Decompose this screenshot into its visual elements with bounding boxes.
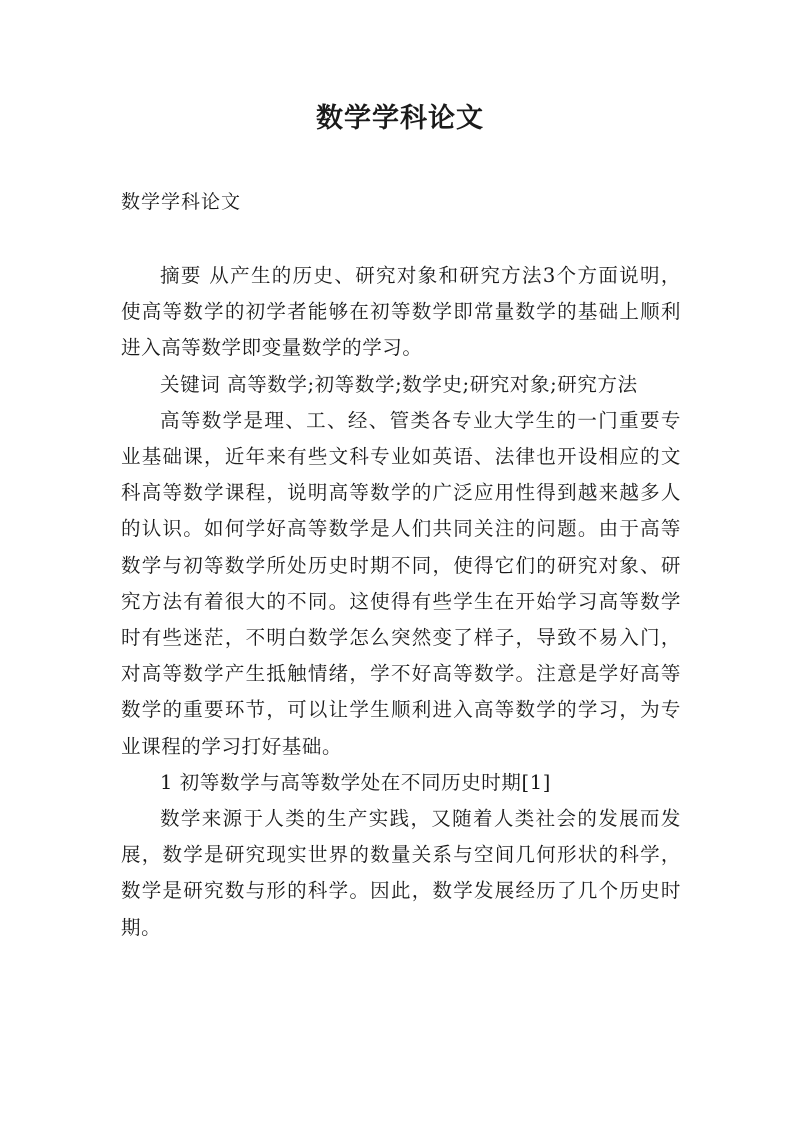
section-paragraph: 数学来源于人类的生产实践，又随着人类社会的发展而发展，数学是研究现实世界的数量关系与空间几何形状的科学，数学是研究数与形的科学。因此，数学发展经历了几个历史时期。: [121, 807, 681, 939]
document-title: 数学学科论文: [316, 103, 484, 134]
abstract-paragraph: 摘要 从产生的历史、研究对象和研究方法3个方面说明，使高等数学的初学者能够在初等数学即常量数学的基础上顺利进入高等数学即变量数学的学习。: [121, 264, 681, 360]
document-body: [121, 258, 681, 946]
keywords-paragraph: 关键词 高等数学;初等数学;数学史;研究对象;研究方法: [160, 372, 638, 396]
section-heading: 1 初等数学与高等数学处在不同历史时期[1]: [160, 770, 551, 794]
intro-paragraph: 高等数学是理、工、经、管类各专业大学生的一门重要专业基础课，近年来有些文科专业如英语、法律也开设相应的文科高等数学课程，说明高等数学的广泛应用性得到越来越多人的认识。如何学好高等数学是人们共同关注的问题。由于高等数学与初等数学所处历史时期不同，使得它们的研究对象、研究方法有着很大的不同。这使得有些学生在开始学习高等数学时有些迷茫，不明白数学怎么突然变了样子，导致不易入门，对高等数学产生抵触情绪，学不好高等数学。注意是学好高等数学的重要环节，可以让学生顺利进入高等数学的学习，为专业课程的学习打好基础。: [121, 408, 681, 758]
document-subtitle: 数学学科论文: [121, 191, 242, 213]
